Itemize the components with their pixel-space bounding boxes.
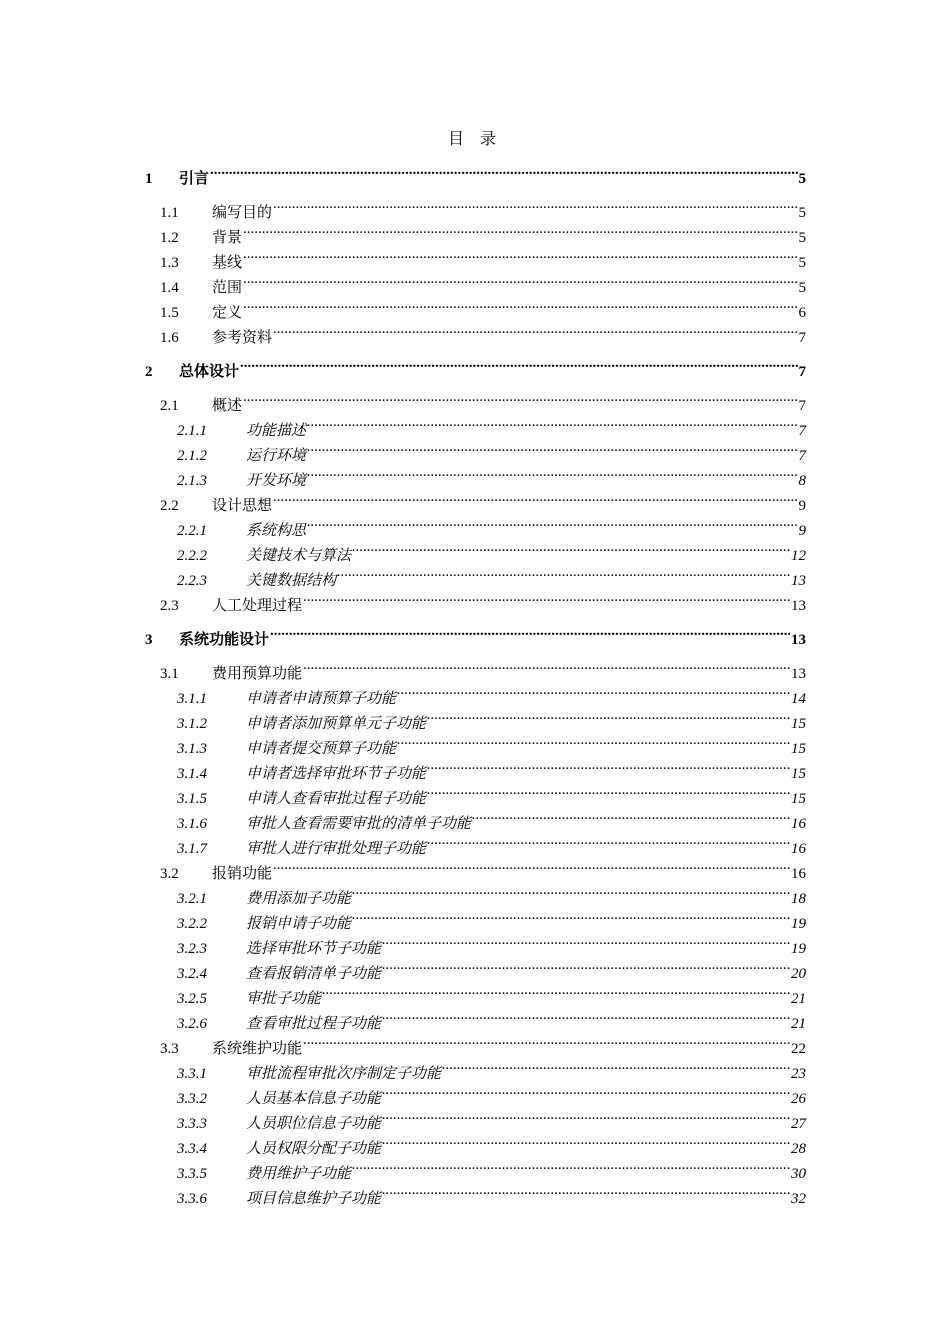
toc-dot-leader (337, 560, 790, 585)
toc-dot-leader (382, 953, 790, 978)
toc-entry-1-1[interactable] (145, 192, 806, 221)
toc-entry-number: 1.3 (160, 255, 179, 271)
toc-entry-number: 3.1.5 (177, 791, 207, 807)
table-of-contents (145, 158, 806, 1207)
toc-dot-leader (442, 1053, 790, 1078)
toc-dot-leader (243, 242, 797, 267)
toc-entry-number: 3.3 (160, 1041, 179, 1057)
toc-dot-leader (397, 728, 790, 753)
toc-dot-leader (397, 678, 790, 703)
toc-entry-1-2[interactable] (145, 217, 806, 246)
toc-entry-3-1[interactable] (145, 653, 806, 682)
toc-dot-leader (382, 1003, 790, 1028)
toc-entry-number: 2.2 (160, 498, 179, 514)
toc-dot-leader (382, 1103, 790, 1128)
toc-entry-title: 人员权限分配子功能 (246, 1141, 382, 1157)
toc-entry-number: 3 (145, 632, 153, 648)
toc-entry-2-1-1[interactable] (145, 410, 806, 439)
toc-dot-leader (307, 410, 797, 435)
toc-entry-title: 系统功能设计 (179, 632, 270, 648)
toc-entry-title: 关键数据结构 (246, 573, 337, 589)
toc-entry-title: 申请者添加预算单元子功能 (246, 716, 427, 732)
toc-entry-title: 编写目的 (212, 205, 273, 221)
toc-entry-page-number: 15 (791, 766, 806, 782)
toc-entry-title: 概述 (212, 398, 243, 414)
toc-entry-page-number: 7 (798, 330, 806, 346)
toc-entry-title: 申请者选择审批环节子功能 (246, 766, 427, 782)
toc-entry-page-number: 5 (798, 255, 806, 271)
toc-entry-page-number: 20 (791, 966, 806, 982)
toc-dot-leader (352, 1153, 790, 1178)
toc-entry-title: 系统维护功能 (212, 1041, 303, 1057)
toc-entry-title: 开发环境 (246, 473, 307, 489)
toc-entry-page-number: 5 (798, 205, 806, 221)
toc-entry-page-number: 13 (791, 632, 806, 648)
toc-entry-page-number: 7 (798, 364, 806, 380)
toc-entry-page-number: 14 (791, 691, 806, 707)
toc-entry-number: 1 (145, 171, 153, 187)
toc-entry-title: 审批子功能 (246, 991, 322, 1007)
toc-entry-title: 基线 (212, 255, 243, 271)
toc-entry-1-4[interactable] (145, 267, 806, 296)
toc-entry-number: 3.1.3 (177, 741, 207, 757)
toc-dot-leader (427, 703, 790, 728)
toc-entry-2[interactable] (145, 351, 806, 380)
toc-dot-leader (273, 317, 797, 342)
toc-entry-number: 2.2.2 (177, 548, 207, 564)
toc-entry-page-number: 21 (791, 991, 806, 1007)
toc-entry-page-number: 27 (791, 1116, 806, 1132)
toc-entry-title: 设计思想 (212, 498, 273, 514)
toc-dot-leader (352, 535, 790, 560)
toc-entry-page-number: 15 (791, 741, 806, 757)
toc-entry-number: 2.2.1 (177, 523, 207, 539)
toc-entry-page-number: 13 (791, 598, 806, 614)
toc-dot-leader (382, 1128, 790, 1153)
toc-entry-page-number: 6 (798, 305, 806, 321)
toc-entry-number: 3.3.2 (177, 1091, 207, 1107)
toc-dot-leader (382, 1078, 790, 1103)
toc-entry-title: 参考资料 (212, 330, 273, 346)
toc-dot-leader (273, 853, 790, 878)
toc-entry-number: 1.2 (160, 230, 179, 246)
toc-dot-leader (307, 460, 797, 485)
toc-entry-number: 3.1.4 (177, 766, 207, 782)
toc-entry-number: 3.1.7 (177, 841, 207, 857)
toc-entry-title: 项目信息维护子功能 (246, 1191, 382, 1207)
toc-entry-number: 2.1.2 (177, 448, 207, 464)
toc-entry-page-number: 16 (791, 866, 806, 882)
toc-dot-leader (243, 292, 797, 317)
toc-dot-leader (472, 803, 790, 828)
toc-entry-page-number: 15 (791, 791, 806, 807)
toc-dot-leader (322, 978, 790, 1003)
toc-dot-leader (273, 485, 797, 510)
toc-entry-title: 费用维护子功能 (246, 1166, 352, 1182)
toc-entry-page-number: 26 (791, 1091, 806, 1107)
toc-entry-page-number: 30 (791, 1166, 806, 1182)
toc-entry-page-number: 21 (791, 1016, 806, 1032)
toc-dot-leader (240, 351, 797, 376)
toc-entry-page-number: 19 (791, 916, 806, 932)
toc-entry-1-3[interactable] (145, 242, 806, 271)
toc-entry-title: 引言 (179, 171, 210, 187)
toc-entry-page-number: 32 (791, 1191, 806, 1207)
toc-entry-number: 1.4 (160, 280, 179, 296)
toc-entry-title: 人员职位信息子功能 (246, 1116, 382, 1132)
toc-dot-leader (307, 435, 797, 460)
toc-entry-page-number: 23 (791, 1066, 806, 1082)
toc-entry-number: 1.6 (160, 330, 179, 346)
toc-entry-page-number: 13 (791, 666, 806, 682)
toc-entry-title: 申请人查看审批过程子功能 (246, 791, 427, 807)
toc-entry-title: 人员基本信息子功能 (246, 1091, 382, 1107)
toc-entry-number: 1.1 (160, 205, 179, 221)
toc-entry-title: 系统构思 (246, 523, 307, 539)
toc-entry-number: 3.2.6 (177, 1016, 207, 1032)
toc-dot-leader (307, 510, 797, 535)
toc-entry-title: 申请者提交预算子功能 (246, 741, 397, 757)
toc-dot-leader (352, 878, 790, 903)
toc-entry-page-number: 9 (798, 523, 806, 539)
toc-entry-title: 背景 (212, 230, 243, 246)
toc-heading: 目 录 (447, 131, 502, 148)
toc-entry-page-number: 19 (791, 941, 806, 957)
toc-entry-page-number: 13 (791, 573, 806, 589)
toc-dot-leader (382, 1178, 790, 1203)
toc-entry-title: 范围 (212, 280, 243, 296)
toc-entry-number: 2.1.1 (177, 423, 207, 439)
toc-entry-title: 报销功能 (212, 866, 273, 882)
toc-entry-title: 审批流程审批次序制定子功能 (246, 1066, 442, 1082)
toc-entry-title: 运行环境 (246, 448, 307, 464)
toc-entry-2-1[interactable] (145, 385, 806, 414)
toc-entry-number: 3.3.1 (177, 1066, 207, 1082)
toc-entry-number: 2.2.3 (177, 573, 207, 589)
toc-entry-page-number: 5 (798, 280, 806, 296)
toc-entry-number: 2.3 (160, 598, 179, 614)
toc-dot-leader (303, 585, 790, 610)
toc-entry-1[interactable] (145, 158, 806, 187)
toc-entry-1-5[interactable] (145, 292, 806, 321)
toc-entry-page-number: 12 (791, 548, 806, 564)
toc-entry-number: 3.3.6 (177, 1191, 207, 1207)
toc-entry-title: 总体设计 (179, 364, 240, 380)
toc-entry-number: 3.2 (160, 866, 179, 882)
toc-entry-page-number: 28 (791, 1141, 806, 1157)
toc-entry-title: 审批人查看需要审批的清单子功能 (246, 816, 472, 832)
toc-entry-number: 3.1.6 (177, 816, 207, 832)
toc-entry-page-number: 18 (791, 891, 806, 907)
toc-entry-title: 定义 (212, 305, 243, 321)
toc-entry-title: 费用添加子功能 (246, 891, 352, 907)
toc-entry-number: 2.1.3 (177, 473, 207, 489)
toc-entry-page-number: 15 (791, 716, 806, 732)
toc-entry-title: 关键技术与算法 (246, 548, 352, 564)
toc-entry-number: 1.5 (160, 305, 179, 321)
toc-entry-number: 3.2.5 (177, 991, 207, 1007)
toc-dot-leader (427, 778, 790, 803)
toc-dot-leader (243, 267, 797, 292)
toc-entry-page-number: 5 (798, 171, 806, 187)
toc-entry-title: 报销申请子功能 (246, 916, 352, 932)
toc-dot-leader (273, 192, 797, 217)
toc-entry-page-number: 7 (798, 398, 806, 414)
toc-entry-page-number: 8 (798, 473, 806, 489)
toc-entry-3[interactable] (145, 619, 806, 648)
toc-dot-leader (427, 753, 790, 778)
toc-entry-title: 查看审批过程子功能 (246, 1016, 382, 1032)
toc-entry-number: 3.2.4 (177, 966, 207, 982)
toc-entry-title: 费用预算功能 (212, 666, 303, 682)
toc-dot-leader (210, 158, 797, 183)
toc-entry-number: 2.1 (160, 398, 179, 414)
toc-dot-leader (270, 619, 790, 644)
toc-entry-page-number: 7 (798, 423, 806, 439)
toc-entry-page-number: 22 (791, 1041, 806, 1057)
toc-entry-number: 3.3.3 (177, 1116, 207, 1132)
toc-entry-number: 3.3.4 (177, 1141, 207, 1157)
toc-entry-page-number: 9 (798, 498, 806, 514)
toc-entry-number: 3.1 (160, 666, 179, 682)
toc-entry-1-6[interactable] (145, 317, 806, 346)
toc-entry-title: 查看报销清单子功能 (246, 966, 382, 982)
toc-entry-page-number: 5 (798, 230, 806, 246)
toc-entry-page-number: 16 (791, 841, 806, 857)
toc-entry-title: 申请者申请预算子功能 (246, 691, 397, 707)
toc-entry-title: 选择审批环节子功能 (246, 941, 382, 957)
toc-entry-number: 2 (145, 364, 153, 380)
toc-dot-leader (352, 903, 790, 928)
toc-entry-number: 3.3.5 (177, 1166, 207, 1182)
toc-dot-leader (243, 385, 797, 410)
toc-entry-title: 功能描述 (246, 423, 307, 439)
toc-entry-number: 3.1.1 (177, 691, 207, 707)
toc-dot-leader (243, 217, 797, 242)
toc-entry-number: 3.2.3 (177, 941, 207, 957)
toc-entry-number: 3.2.2 (177, 916, 207, 932)
toc-entry-page-number: 7 (798, 448, 806, 464)
toc-entry-number: 3.2.1 (177, 891, 207, 907)
toc-entry-number: 3.1.2 (177, 716, 207, 732)
toc-dot-leader (382, 928, 790, 953)
toc-entry-title: 审批人进行审批处理子功能 (246, 841, 427, 857)
toc-dot-leader (303, 653, 790, 678)
toc-dot-leader (427, 828, 790, 853)
toc-dot-leader (303, 1028, 790, 1053)
toc-entry-title: 人工处理过程 (212, 598, 303, 614)
toc-entry-page-number: 16 (791, 816, 806, 832)
